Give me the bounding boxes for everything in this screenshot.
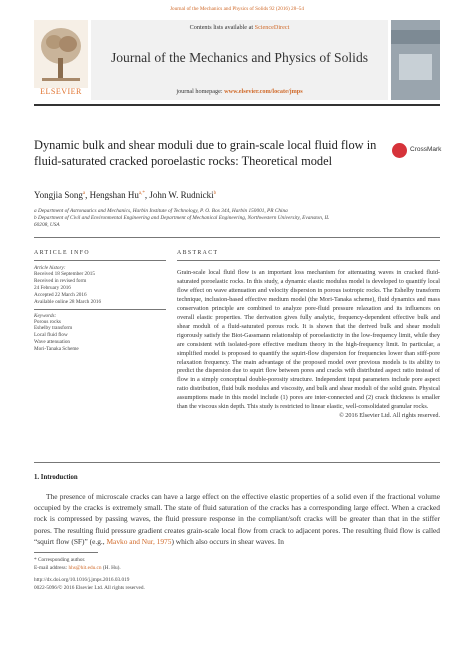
keyword: Porous rocks: [34, 318, 61, 325]
intro-text: The presence of microscale cracks can have a large effect on the effective elastic properties of a solid even if the fractional volume occupied by the cracks is extremely small. The state of fluid saturation of the cracks has a corresponding large effect. When a cracked rock is compressed by passing waves, the fluid pressure response in the compliant/soft cracks will be greater than that in the stiffer pores. The resulting fluid pressure gradient creates grain-scale local flow from crack to adjacent pores. The resulting fluid flow is called “squirt flow (SF)” (e.g.,: [34, 492, 440, 546]
article-info-panel: [34, 265, 166, 353]
journal-masthead: [34, 20, 440, 100]
keyword: Eshelby transform: [34, 325, 73, 332]
abstract-heading: ABSTRACT: [177, 250, 219, 256]
history-item: Received 18 September 2015: [34, 271, 95, 277]
masthead-panel: [91, 20, 388, 100]
author-name[interactable]: Hengshan Hu: [89, 190, 139, 200]
crossmark-badge[interactable]: [392, 142, 440, 162]
history-label: Article history:: [34, 265, 66, 271]
issn-line: 0022-5096/© 2016 Elsevier Ltd. All rights reserved.: [34, 585, 145, 591]
abstract-text: Grain-scale local fluid flow is an important loss mechanism for attenuating waves in cracked fluid-saturated poroelastic rocks. In this study, a dynamic elastic modulus model is developed to quantify local flow effect on wave attenuation and velocity dispersion in porous isotropic rocks. The Eshelby transform technique, inclusion-based effective medium model (the Mori-Tanaka scheme), fluid dynamics and mass conservation principle are combined to analyze pore-fluid pressure relaxation and its influences on overall elastic properties. The derivation gives fully analytic, frequency-dependent effective bulk and shear moduli of a fluid-saturated porous rock. It is shown that the derived bulk and shear moduli rigorously satisfy the Biot-Gassmann relationship of poroelasticity in the low-frequency limit, while they are consistent with isolated-pore effective medium theory in the high-frequency limit. In particular, a simplified model is proposed to quantify the squirt-flow dispersion for frequencies lower than stiff-pore relaxation frequency. The main advantage of the proposed model over previous models is its ability to predict the dispersion due to squirt flow between pores and cracks with distributed aspect ratio instead of flow in a simply conceptual double-porosity structure. Independent input parameters include pore aspect ratio distribution, fluid bulk modulus and viscosity, and bulk and shear moduli of the solid grain. Physical assumptions made in this model include (1) pores are inter-connected and (2) crack thickness is smaller than the viscous skin depth. This study is restricted to linear elastic, well-consolidated granular rocks.: [177, 269, 440, 411]
abstract-copyright: © 2016 Elsevier Ltd. All rights reserved.: [339, 412, 440, 420]
keywords-label: Keywords:: [34, 312, 57, 319]
crossmark-icon: [392, 143, 407, 158]
keywords-rule: [34, 309, 166, 310]
masthead-divider: [34, 104, 440, 106]
abstract-rule: [177, 260, 440, 261]
author-affiliation-mark: a,*: [138, 191, 145, 196]
contents-line: [91, 24, 388, 31]
keyword: Local fluid flow: [34, 332, 68, 339]
elsevier-logo: [34, 20, 88, 100]
introduction-heading: 1. Introduction: [34, 474, 78, 481]
publisher-name: ELSEVIER: [40, 87, 82, 96]
email-label: E-mail address:: [34, 565, 68, 571]
intro-text-end: ) which also occurs in shear waves. In: [171, 536, 284, 546]
affiliation-b: b Department of Civil and Environmental Engineering and Department of Mechanical Engineering, Northwestern University, Evanston, IL: [34, 215, 330, 221]
contents-prefix: Contents lists available at: [189, 24, 254, 31]
author-name[interactable]: Yongjia Song: [34, 190, 83, 200]
email-link[interactable]: hhs@hit.edu.cn: [68, 565, 102, 571]
abstract-bottom-divider: [34, 462, 440, 463]
homepage-line: [91, 88, 388, 95]
affiliation-a: a Department of Astronautics and Mechanics, Harbin Institute of Technology, P. O. Box 344, Harbin 150001, PR China: [34, 208, 288, 214]
sciencedirect-link[interactable]: ScienceDirect: [254, 24, 290, 31]
cover-band: [391, 30, 440, 44]
history-item: Accepted 22 March 2016: [34, 291, 87, 298]
front-matter-divider: [34, 237, 440, 238]
footnote-rule: [34, 552, 98, 553]
history-item: 24 February 2016: [34, 284, 71, 291]
citation-link[interactable]: Mavko and Nur, 1975: [106, 536, 172, 546]
article-title: Dynamic bulk and shear moduli due to grain-scale local fluid flow in fluid-saturated cracked poroelastic rocks: Theoretical model: [34, 138, 377, 168]
email-owner: (H. Hu).: [102, 565, 121, 571]
author-list: Yongjia Song$^a$, Hengshan $Hu^{a,*}$, John W. Rudnicki$^b$: [34, 190, 217, 200]
elsevier-tree-icon: [34, 20, 88, 88]
author-affiliation-mark: a: [82, 191, 86, 196]
abstract-block: [177, 269, 440, 421]
author-affiliation-mark: b: [213, 191, 217, 196]
journal-title: Journal of the Mechanics and Physics of Solids: [110, 50, 369, 65]
introduction-paragraph: [34, 491, 440, 547]
history-item: Available online 28 March 2016: [34, 298, 102, 305]
article-info-rule: [34, 260, 166, 261]
homepage-link[interactable]: www.elsevier.com/locate/jmps: [224, 88, 303, 95]
article-info-heading: ARTICLE INFO: [34, 250, 90, 256]
email-note: [34, 565, 440, 572]
crossmark-label: CrossMark: [410, 146, 442, 153]
doi-link[interactable]: http://dx.doi.org/10.1016/j.jmps.2016.03.019: [34, 577, 130, 583]
keyword: Mori-Tanaka Scheme: [34, 346, 79, 353]
journal-cover-thumbnail: [391, 20, 440, 100]
running-header: Journal of the Mechanics and Physics of Solids 92 (2016) 28–54: [170, 6, 304, 12]
keyword: Wave attenuation: [34, 339, 71, 346]
cover-image: [399, 54, 432, 80]
affiliation-b-continued: 60208, USA: [34, 222, 60, 228]
history-item: Received in revised form: [34, 277, 87, 284]
homepage-prefix: journal homepage:: [176, 88, 223, 95]
author-name[interactable]: John W. Rudnicki: [149, 190, 214, 200]
corresponding-author-note: * Corresponding author.: [34, 557, 86, 563]
